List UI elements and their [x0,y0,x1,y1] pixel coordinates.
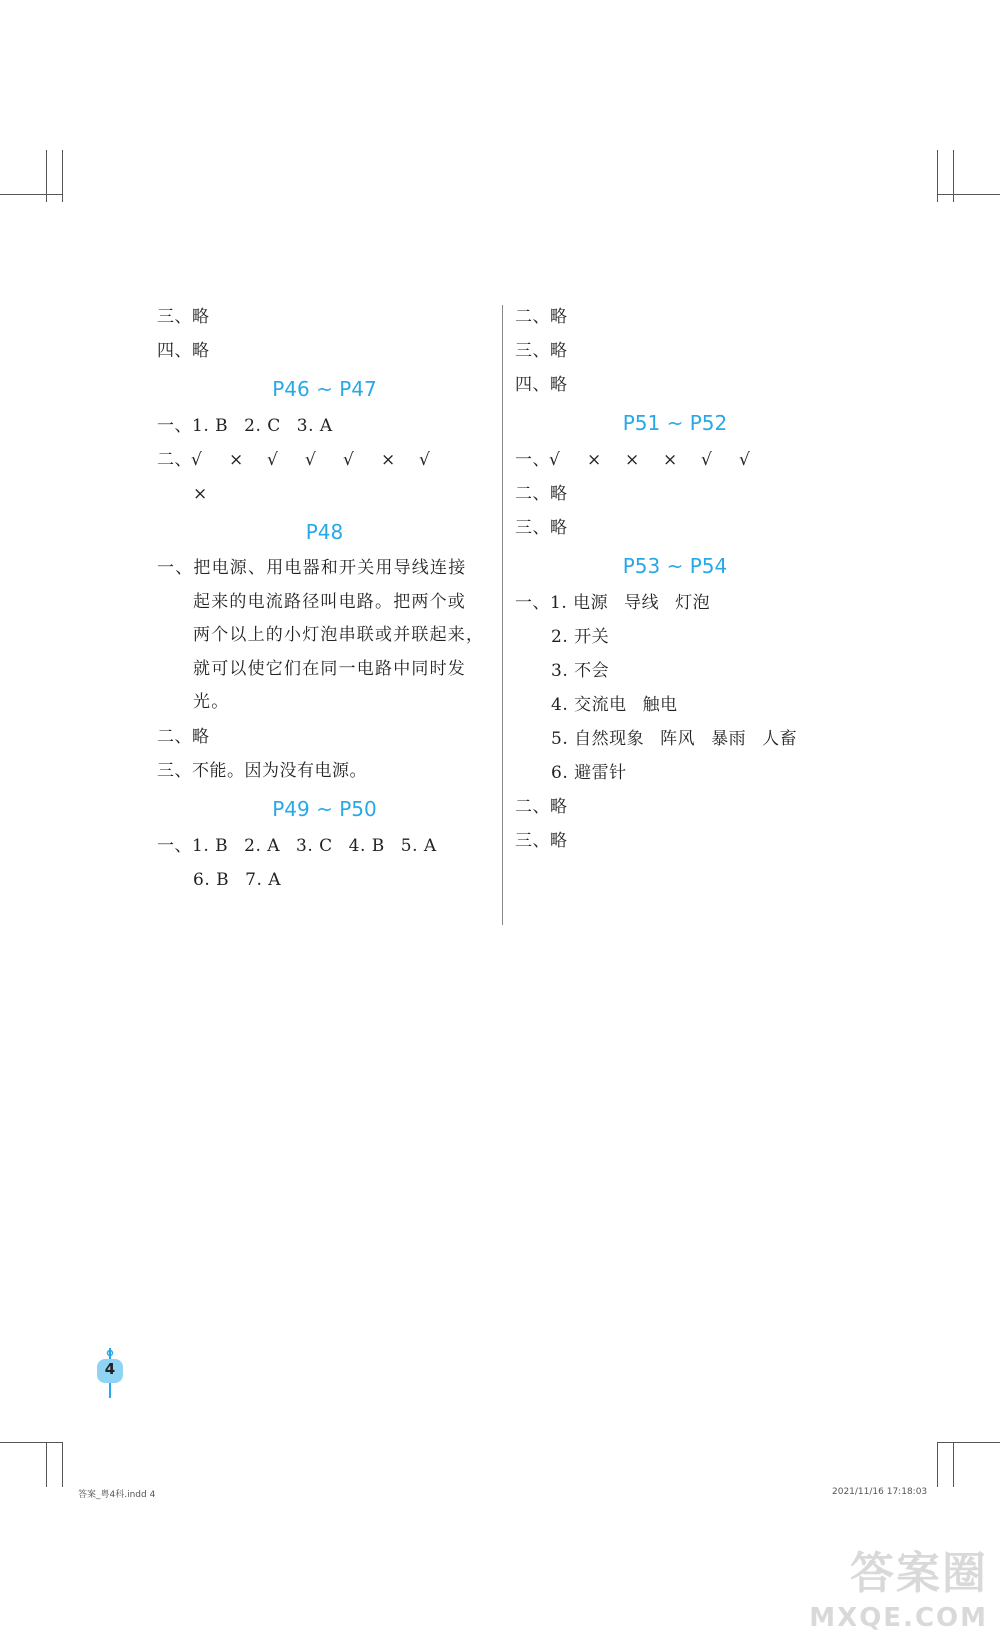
check-mark: √ [739,450,751,470]
section-heading: P46 ~ P47 [272,377,377,401]
section-heading: P51 ~ P52 [622,411,728,435]
cross-mark: × [625,450,640,470]
watermark-text: 答案圈 [850,1548,988,1599]
answer-line: 四、略 [515,375,568,395]
answer-line: 三、不能。因为没有电源。 [157,760,367,781]
answer-line: 四、略 [157,341,210,361]
answer-line: 二、略 [515,307,568,327]
answer-line: 4. 交流电 触电 [551,695,678,715]
answer-line: 二、√ × √ √ √ × √ [157,443,492,477]
section-heading: P48 [305,520,344,544]
page-number-badge [95,1348,125,1398]
column-divider [502,305,503,925]
cross-mark: × [229,450,244,470]
section-heading: P49 ~ P50 [272,796,377,821]
right-column [515,300,835,858]
answer-line: 一、1. B 2. A 3. C 4. B 5. A [157,835,437,856]
page-number: 4 [104,1360,116,1378]
answer-line: 三、略 [515,831,568,851]
answer-line: 2. 开关 [551,627,610,647]
answer-line: 二、略 [515,484,568,504]
section-heading: P53 ~ P54 [622,554,728,578]
answer-line: 5. 自然现象 阵风 暴雨 人畜 [551,729,798,749]
check-mark: √ [305,450,317,470]
check-mark: √ [419,450,431,470]
cross-mark: × [381,450,396,470]
answer-line: 二、略 [157,726,210,747]
answer-line: 3. 不会 [551,661,610,681]
footer-file-info: 答案_粤4科.indd 4 [78,1490,156,1500]
cross-mark: × [193,484,208,504]
answer-line: 一、√ × × × √ √ [515,443,835,477]
answer-line: 三、略 [515,341,568,361]
answer-line: 一、1. 电源 导线 灯泡 [515,593,711,613]
check-mark: √ [191,450,203,470]
answer-line: 三、略 [515,518,568,538]
answer-line: 6. B 7. A [193,869,282,890]
watermark-logo [803,1546,988,1641]
answer-paragraph: 一、把电源、用电器和开关用导线连接 起来的电流路径叫电路。把两个或 两个以上的小灯泡串联或并联起来， 就可以使它们在同一电路中同时发 光。 [157,558,485,712]
footer-timestamp: 2021/11/16 17:18:03 [832,1487,928,1497]
left-column [157,300,492,897]
check-mark: √ [267,450,279,470]
answer-line: 6. 避雷针 [551,763,627,783]
answer-line: 一、1. B 2. C 3. A [157,416,333,436]
check-mark: √ [701,450,713,470]
check-mark: √ [343,450,355,470]
cross-mark: × [663,450,678,470]
cross-mark: × [587,450,602,470]
answer-line: 三、略 [157,307,210,327]
answer-line: 二、略 [515,797,568,817]
watermark-url: MXQE.COM [809,1603,988,1633]
check-mark: √ [549,450,561,470]
